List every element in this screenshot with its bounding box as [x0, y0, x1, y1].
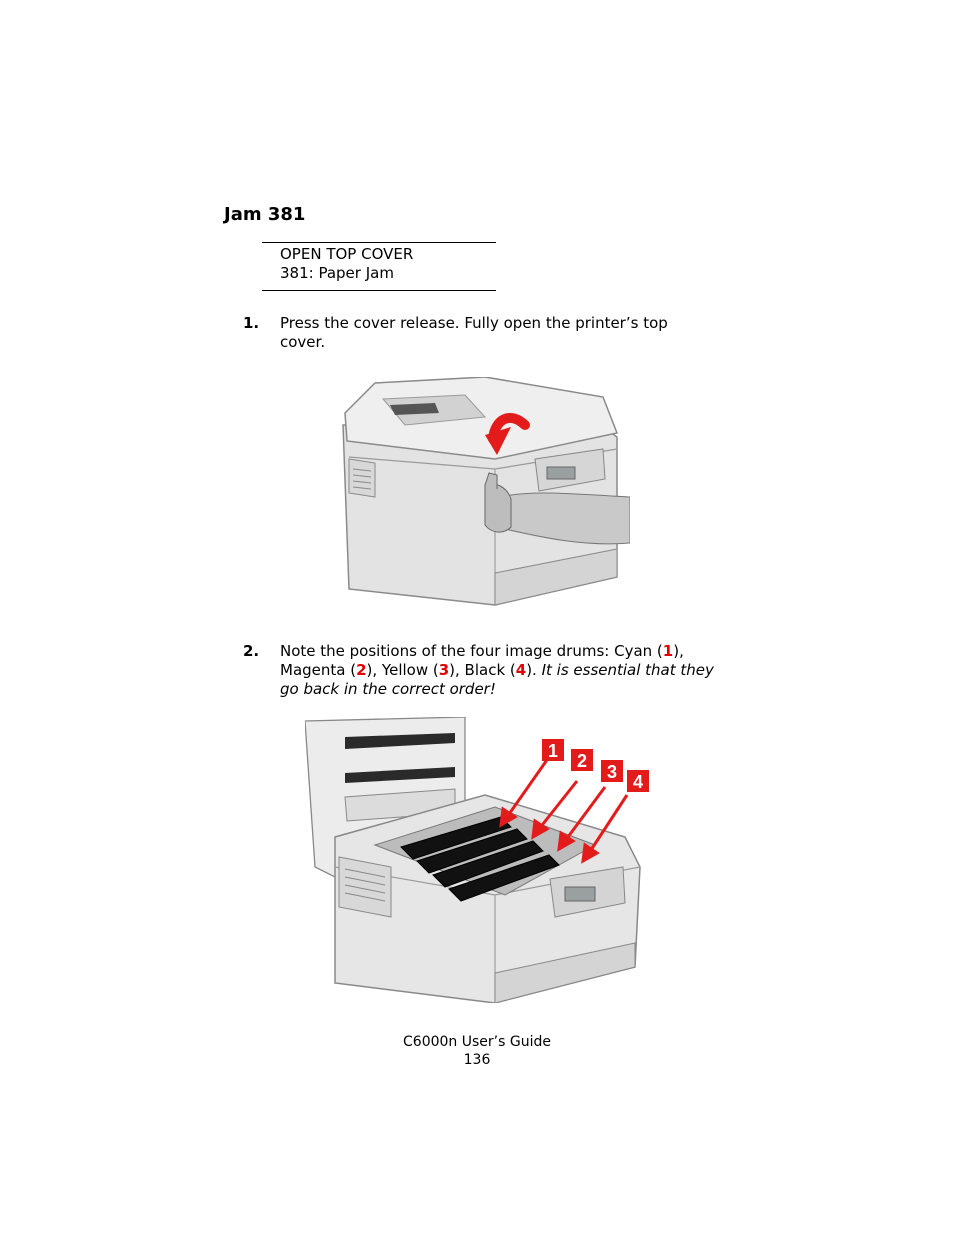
drum-label-2: [571, 749, 593, 771]
step-2-text-a: Note the positions of the four image drums: Cyan (: [280, 642, 663, 660]
drum-label-1-text: 1: [547, 741, 559, 761]
step-2-text-d: ), Black (: [449, 661, 516, 679]
display-line-2: 381: Paper Jam: [280, 264, 394, 282]
drum-number-yellow: 3: [438, 661, 450, 679]
drum-number-magenta: 2: [356, 661, 367, 679]
step-1-number: 1.: [243, 314, 260, 332]
step-2-number: 2.: [243, 642, 260, 660]
drum-label-1: [542, 739, 564, 761]
drum-label-4: [627, 770, 649, 792]
display-rule-bottom: [262, 290, 496, 291]
figure-image-drums: [305, 717, 650, 1003]
step-2-warning: It is essential that they go back in the correct order!: [280, 661, 714, 698]
step-2-text-e: ).: [526, 661, 542, 679]
drum-label-3-text: 3: [606, 762, 618, 782]
footer-page-number: 136: [463, 1052, 491, 1068]
drum-number-black: 4: [515, 661, 527, 679]
step-2-text: [280, 642, 720, 699]
drum-number-cyan: 1: [662, 642, 674, 660]
figure-open-top-cover: [335, 377, 630, 609]
drum-label-2-text: 2: [576, 751, 588, 771]
display-rule-top: [262, 242, 496, 243]
step-1-text: Press the cover release. Fully open the printer’s top cover.: [280, 314, 668, 351]
footer-guide-title: C6000n User’s Guide: [403, 1034, 551, 1050]
drum-label-4-text: 4: [632, 772, 644, 792]
display-line-1: OPEN TOP COVER: [280, 245, 414, 263]
step-2-text-b: ), Magenta (: [280, 642, 684, 679]
section-title: Jam 381: [224, 204, 306, 225]
drum-label-3: [601, 760, 623, 782]
step-2-text-c: ), Yellow (: [366, 661, 439, 679]
